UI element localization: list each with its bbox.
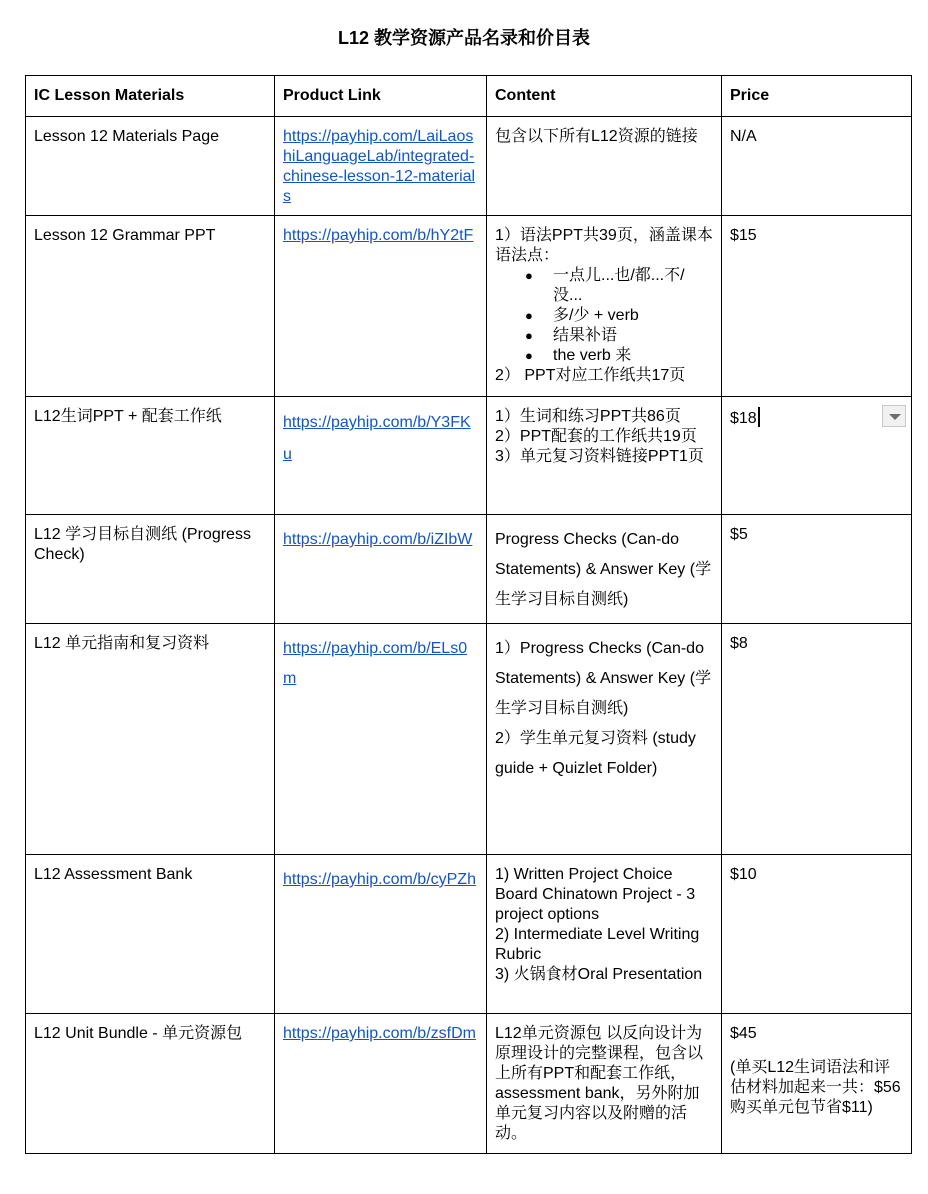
content-cell (487, 855, 722, 1014)
table-row (26, 1014, 912, 1154)
content-line: 1) Written Project Choice Board Chinatown Project - 3 project options (495, 866, 696, 923)
price-cell (722, 1014, 912, 1154)
price-value: $45 (730, 1025, 757, 1042)
price-note: (单买L12生词语法和评估材料加起来一共：$56 (730, 1059, 901, 1096)
header-price: Price (722, 76, 912, 117)
content-line: 2) Intermediate Level Writing Rubric (495, 926, 700, 963)
content-cell (487, 624, 722, 855)
table-header-row (26, 76, 912, 117)
table-row (26, 624, 912, 855)
product-link[interactable]: https://payhip.com/b/iZIbW (283, 531, 473, 548)
table-row (26, 515, 912, 624)
price-value: $18 (730, 410, 757, 427)
price-cell-active[interactable] (722, 397, 912, 515)
content-line: 2）PPT配套的工作纸共19页 (495, 428, 697, 445)
product-link[interactable]: https://payhip.com/b/Y3FKu (283, 414, 471, 463)
product-link[interactable]: https://payhip.com/b/cyPZh (283, 871, 476, 888)
table-row (26, 117, 912, 216)
header-materials: IC Lesson Materials (26, 76, 275, 117)
material-name: L12 单元指南和复习资料 (26, 624, 275, 855)
grammar-points-list (495, 266, 713, 366)
dropdown-arrow-icon[interactable] (882, 405, 906, 427)
product-link[interactable]: https://payhip.com/b/ELs0m (283, 640, 468, 687)
price-value: $8 (722, 624, 912, 855)
header-link: Product Link (275, 76, 487, 117)
material-name: L12 Unit Bundle - 单元资源包 (26, 1014, 275, 1154)
material-name: Lesson 12 Grammar PPT (26, 216, 275, 397)
list-item: ● the verb 来 (553, 346, 713, 366)
content-text: L12单元资源包 以反向设计为原理设计的完整课程，包含以上所有PPT和配套工作纸，assessment bank，另外附加单元复习内容以及附赠的活动。 (487, 1014, 722, 1154)
material-name: L12生词PPT + 配套工作纸 (26, 397, 275, 515)
price-value: N/A (722, 117, 912, 216)
table-row (26, 216, 912, 397)
content-intro: 1）语法PPT共39页，涵盖课本语法点： (495, 227, 713, 264)
product-link[interactable]: https://payhip.com/b/zsfDm (283, 1025, 476, 1042)
material-name: L12 Assessment Bank (26, 855, 275, 1014)
material-name: Lesson 12 Materials Page (26, 117, 275, 216)
product-link[interactable]: https://payhip.com/LaiLaoshiLanguageLab/integrated-chinese-lesson-12-materials (283, 128, 476, 205)
list-item: ● 结果补语 (553, 326, 713, 346)
table-row (26, 855, 912, 1014)
list-item: ● 一点儿...也/都...不/没... (553, 266, 713, 306)
content-outro: 2） PPT对应工作纸共17页 (495, 367, 686, 384)
content-line: 1）Progress Checks (Can-do Statements) & Answer Key (学生学习目标自测纸) (495, 640, 712, 717)
table-row (26, 397, 912, 515)
content-cell (487, 397, 722, 515)
content-text: Progress Checks (Can-do Statements) & Answer Key (学生学习目标自测纸) (487, 515, 722, 624)
content-line: 1）生词和练习PPT共86页 (495, 408, 681, 425)
price-value: $15 (722, 216, 912, 397)
content-text: 包含以下所有L12资源的链接 (487, 117, 722, 216)
content-line: 3) 火锅食材Oral Presentation (495, 966, 703, 983)
page-title: L12 教学资源产品名录和价目表 (337, 28, 591, 48)
product-link[interactable]: https://payhip.com/b/hY2tF (283, 227, 474, 244)
content-line: 2）学生单元复习资料 (study guide + Quizlet Folder) (495, 730, 696, 777)
material-name: L12 学习目标自测纸 (Progress Check) (26, 515, 275, 624)
price-value: $10 (722, 855, 912, 1014)
text-cursor (758, 407, 760, 427)
content-cell (487, 216, 722, 397)
header-content: Content (487, 76, 722, 117)
content-line: 3）单元复习资料链接PPT1页 (495, 448, 704, 465)
list-item: ● 多/少 + verb (553, 306, 713, 326)
price-value: $5 (722, 515, 912, 624)
product-table (25, 75, 912, 1154)
price-saving: 购买单元包节省$11) (730, 1099, 873, 1116)
